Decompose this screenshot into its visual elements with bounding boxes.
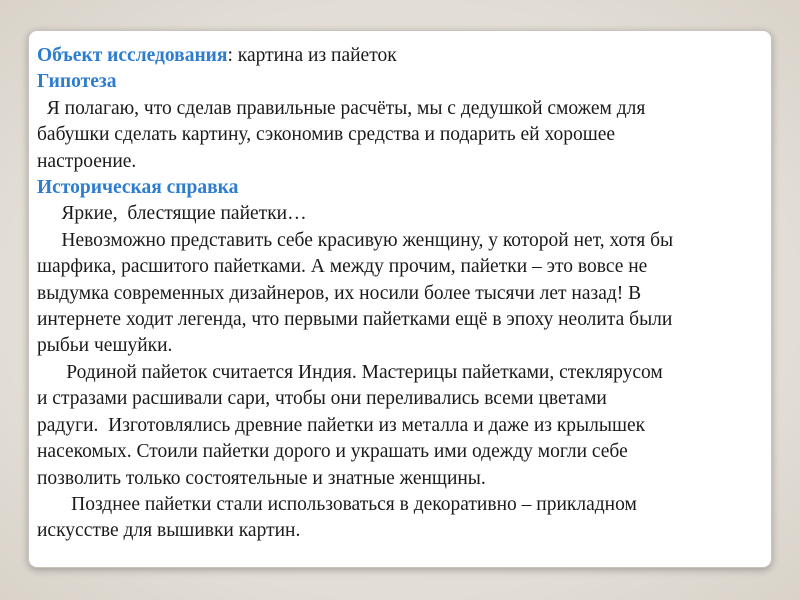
hypothesis-heading: Гипотеза [37, 71, 117, 93]
research-object-line [37, 43, 761, 69]
content-panel [28, 30, 772, 568]
historical-note-line: искусстве для вышивки картин. [37, 520, 301, 542]
historical-note-line: насекомых. Стоили пайетки дорого и украшать ими одежду могли себе [37, 441, 628, 463]
historical-note-line: позволить только состоятельные и знатные женщины. [37, 467, 486, 489]
historical-note-line: и стразами расшивали сари, чтобы они переливались всеми цветами [37, 388, 607, 410]
historical-note-line: радуги. Изготовлялись древние пайетки из металла и даже из крылышек [37, 414, 646, 436]
historical-note-line: Яркие, блестящие пайетки… [37, 203, 307, 225]
historical-note-line: Невозможно представить себе красивую женщину, у которой нет, хотя бы [37, 229, 674, 251]
historical-note-line: выдумка современных дизайнеров, их носили более тысячи лет назад! В [37, 282, 642, 304]
historical-note-line: интернете ходит легенда, что первыми пайетками ещё в эпоху неолита были [37, 309, 673, 331]
historical-note-line: шарфика, расшитого пайетками. А между прочим, пайетки – это вовсе не [37, 256, 648, 278]
research-object-colon: : [227, 45, 233, 66]
historical-note-line: Позднее пайетки стали использоваться в декоративно – прикладном [37, 493, 637, 515]
historical-note-heading: Историческая справка [37, 177, 239, 199]
research-object-text: картина из пайеток [232, 45, 397, 66]
historical-note-line: рыбьи чешуйки. [37, 335, 173, 357]
research-object-label: Объект исследования [37, 45, 228, 66]
historical-note-line: Родиной пайеток считается Индия. Мастерицы пайетками, стеклярусом [37, 361, 663, 383]
hypothesis-line: настроение. [37, 150, 137, 172]
hypothesis-line: Я полагаю, что сделав правильные расчёты, мы с дедушкой сможем для [37, 97, 646, 119]
hypothesis-line: бабушки сделать картину, сэкономив средства и подарить ей хорошее [37, 124, 616, 146]
